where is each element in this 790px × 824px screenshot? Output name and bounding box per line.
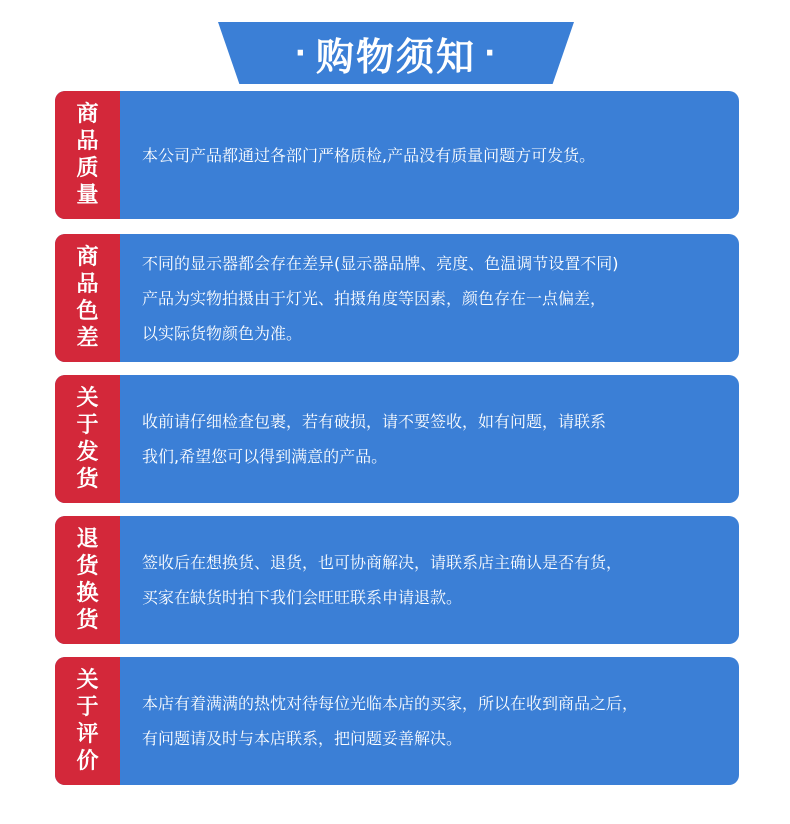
- section-text-line: 收前请仔细检查包裹，若有破损，请不要签收，如有问题，请联系: [142, 412, 607, 431]
- label-char: 货: [76, 467, 99, 492]
- label-char: 于: [76, 413, 99, 438]
- label-char: 退: [76, 527, 99, 552]
- section-color-difference: [55, 234, 739, 362]
- section-body: [120, 375, 739, 503]
- section-text-line: 产品为实物拍摄由于灯光、拍摄角度等因素，颜色存在一点偏差，: [142, 288, 607, 308]
- title-dot-left: ·: [294, 35, 308, 71]
- header-banner: [0, 0, 790, 90]
- section-text-line: 签收后在想换货、退货，也可协商解决，请联系店主确认是否有货，: [142, 553, 623, 572]
- section-body: [120, 91, 739, 219]
- section-label: [55, 91, 120, 219]
- label-char: 色: [76, 299, 99, 324]
- label-char: 品: [76, 272, 99, 297]
- section-text-line: 本店有着满满的热忱对待每位光临本店的买家，所以在收到商品之后，: [142, 694, 639, 713]
- label-char: 量: [76, 183, 99, 208]
- section-label: [55, 234, 120, 362]
- section-label: [55, 516, 120, 644]
- label-char: 商: [76, 102, 99, 127]
- section-text-line: 本公司产品都通过各部门严格质检,产品没有质量问题方可发货。: [142, 145, 596, 165]
- page-title: [218, 22, 574, 84]
- section-about-shipping: [55, 375, 739, 503]
- section-body: [120, 657, 739, 785]
- label-char: 关: [76, 386, 99, 411]
- section-text-line: 有问题请及时与本店联系，把问题妥善解决。: [142, 729, 463, 748]
- label-char: 换: [76, 581, 99, 606]
- section-returns-exchanges: [55, 516, 739, 644]
- label-char: 价: [76, 749, 99, 774]
- title-text: 购物须知: [315, 34, 476, 79]
- section-body: [120, 516, 739, 644]
- title-dot-right: ·: [484, 35, 498, 71]
- label-char: 评: [76, 722, 99, 747]
- label-char: 品: [76, 129, 99, 154]
- label-char: 关: [76, 668, 99, 693]
- label-char: 差: [76, 326, 99, 351]
- section-product-quality: [55, 91, 739, 219]
- section-label: [55, 657, 120, 785]
- section-text-line: 买家在缺货时拍下我们会旺旺联系申请退款。: [142, 588, 463, 607]
- label-char: 于: [76, 695, 99, 720]
- label-char: 货: [76, 554, 99, 579]
- label-char: 货: [76, 608, 99, 633]
- label-char: 质: [76, 156, 99, 181]
- section-label: [55, 375, 120, 503]
- section-text-line: 以实际货物颜色为准。: [142, 323, 303, 343]
- section-text-line: 不同的显示器都会存在差异(显示器品牌、亮度、色温调节设置不同): [142, 253, 619, 273]
- section-text-line: 我们,希望您可以得到满意的产品。: [142, 447, 388, 466]
- label-char: 发: [76, 440, 99, 465]
- section-about-reviews: [55, 657, 739, 785]
- label-char: 商: [76, 245, 99, 270]
- section-body: [120, 234, 739, 362]
